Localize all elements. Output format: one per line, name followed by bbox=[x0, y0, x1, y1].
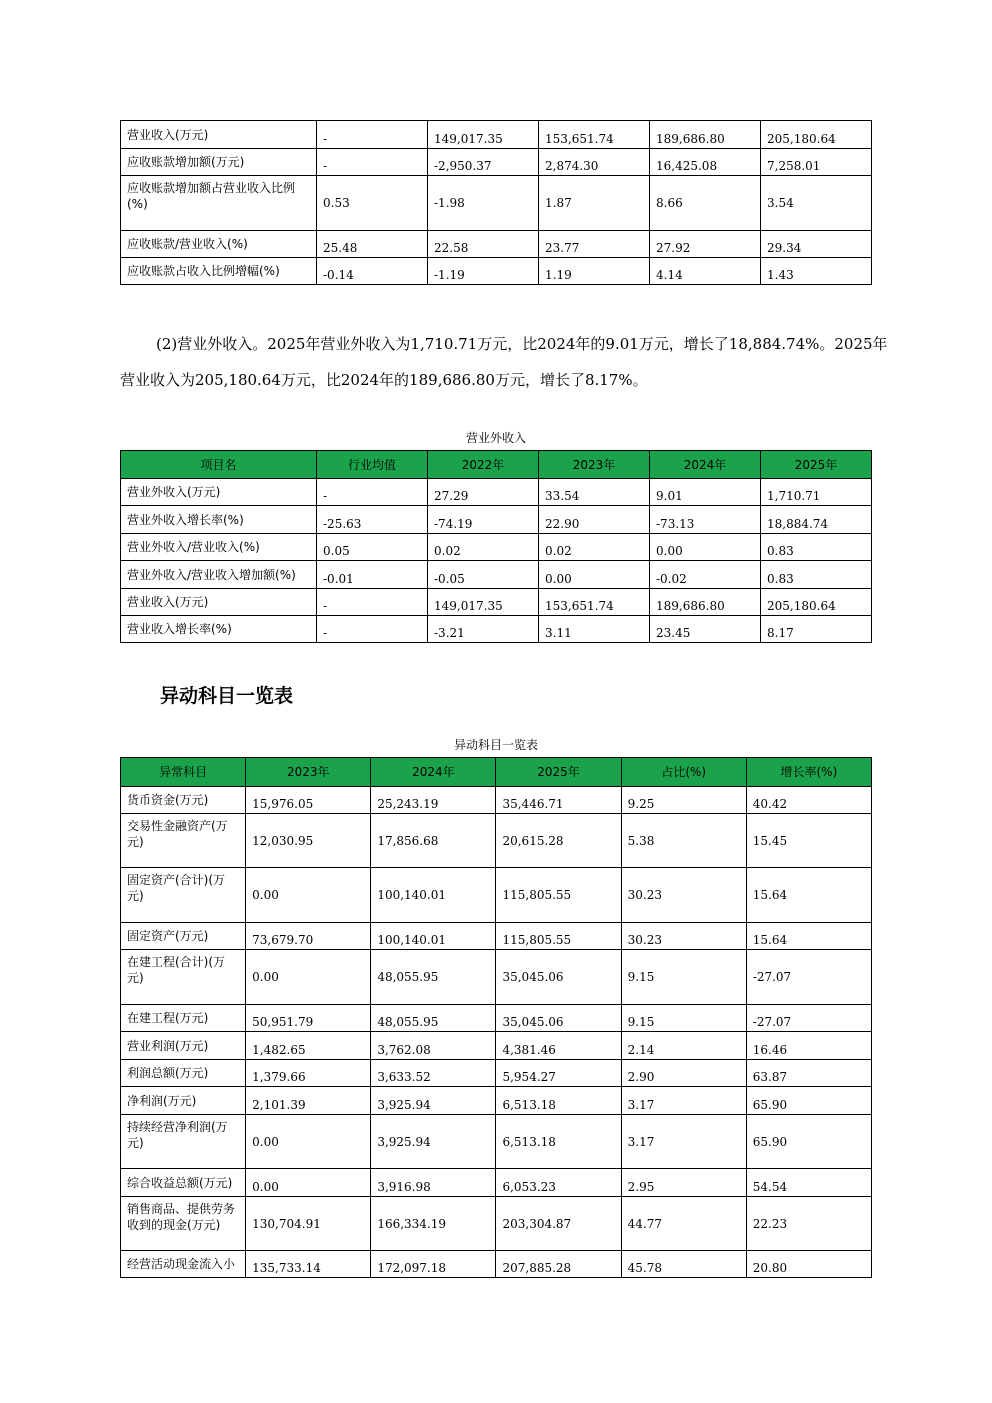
table-cell: 3,633.52 bbox=[371, 1060, 496, 1087]
table-cell: 0.02 bbox=[428, 534, 539, 561]
table-cell: 35,045.06 bbox=[496, 1005, 621, 1032]
table-cell: 130,704.91 bbox=[246, 1197, 371, 1251]
table-row bbox=[121, 1005, 872, 1032]
table-cell: 54.54 bbox=[746, 1169, 871, 1197]
table-cell: 3.17 bbox=[621, 1087, 746, 1115]
table-cell: -0.02 bbox=[650, 561, 761, 589]
column-header: 2023年 bbox=[539, 451, 650, 479]
table-cell: 9.15 bbox=[621, 950, 746, 1005]
table-cell: 205,180.64 bbox=[761, 121, 872, 149]
table-cell: 0.00 bbox=[650, 534, 761, 561]
table-cell: -27.07 bbox=[746, 1005, 871, 1032]
column-header: 2022年 bbox=[428, 451, 539, 479]
table-header-row bbox=[121, 451, 872, 479]
table-cell: 2.95 bbox=[621, 1169, 746, 1197]
column-header: 异常科目 bbox=[121, 758, 246, 787]
table-cell: 35,045.06 bbox=[496, 950, 621, 1005]
table-cell: 3,925.94 bbox=[371, 1115, 496, 1169]
table-cell: 0.83 bbox=[761, 534, 872, 561]
table-cell: 207,885.28 bbox=[496, 1251, 621, 1278]
table-cell: 0.00 bbox=[539, 561, 650, 589]
table-cell: 149,017.35 bbox=[428, 589, 539, 616]
table-cell: 166,334.19 bbox=[371, 1197, 496, 1251]
table-cell: 2,101.39 bbox=[246, 1087, 371, 1115]
table-cell: - bbox=[317, 121, 428, 149]
table-cell: 12,030.95 bbox=[246, 814, 371, 868]
row-label: 营业收入(万元) bbox=[121, 589, 317, 616]
table-cell: 25.48 bbox=[317, 231, 428, 258]
table-cell: -0.14 bbox=[317, 258, 428, 285]
table-cell: 8.66 bbox=[650, 176, 761, 231]
table-cell: -74.19 bbox=[428, 506, 539, 534]
table-cell: 5,954.27 bbox=[496, 1060, 621, 1087]
row-label: 应收账款占收入比例增幅(%) bbox=[121, 258, 317, 285]
table-row bbox=[121, 149, 872, 176]
row-label: 持续经营净利润(万元) bbox=[121, 1115, 246, 1169]
table-cell: 9.15 bbox=[621, 1005, 746, 1032]
table-cell: 23.77 bbox=[539, 231, 650, 258]
non-operating-income-table bbox=[120, 450, 872, 643]
table-cell: 40.42 bbox=[746, 787, 871, 814]
table-cell: 189,686.80 bbox=[650, 121, 761, 149]
table-cell: 1,379.66 bbox=[246, 1060, 371, 1087]
table-cell: -25.63 bbox=[317, 506, 428, 534]
table-cell: -27.07 bbox=[746, 950, 871, 1005]
table-row bbox=[121, 176, 872, 231]
table-row bbox=[121, 814, 872, 868]
table-row bbox=[121, 231, 872, 258]
abnormal-items-table bbox=[120, 757, 872, 1278]
table-cell: 20.80 bbox=[746, 1251, 871, 1278]
table-cell: -1.19 bbox=[428, 258, 539, 285]
table-caption: 营业外收入 bbox=[465, 431, 526, 445]
table-cell: 0.02 bbox=[539, 534, 650, 561]
table-cell: 3,925.94 bbox=[371, 1087, 496, 1115]
table-cell: 30.23 bbox=[621, 923, 746, 950]
table-cell: 0.83 bbox=[761, 561, 872, 589]
row-label: 营业收入增长率(%) bbox=[121, 616, 317, 643]
table-row bbox=[121, 1169, 872, 1197]
table-cell: 0.00 bbox=[246, 1169, 371, 1197]
table-cell: 16.46 bbox=[746, 1032, 871, 1060]
table-cell: - bbox=[317, 616, 428, 643]
table-cell: 172,097.18 bbox=[371, 1251, 496, 1278]
table-cell: 27.29 bbox=[428, 479, 539, 506]
table-row bbox=[121, 121, 872, 149]
table-row bbox=[121, 506, 872, 534]
table-cell: 189,686.80 bbox=[650, 589, 761, 616]
table-cell: 3,916.98 bbox=[371, 1169, 496, 1197]
table-row bbox=[121, 1087, 872, 1115]
table-cell: 23.45 bbox=[650, 616, 761, 643]
table-cell: 15.64 bbox=[746, 923, 871, 950]
table-cell: 1.43 bbox=[761, 258, 872, 285]
table-cell: 153,651.74 bbox=[539, 121, 650, 149]
column-header: 2025年 bbox=[496, 758, 621, 787]
table-cell: 8.17 bbox=[761, 616, 872, 643]
table-cell: 73,679.70 bbox=[246, 923, 371, 950]
table-cell: 100,140.01 bbox=[371, 868, 496, 923]
column-header: 增长率(%) bbox=[746, 758, 871, 787]
table-cell: -73.13 bbox=[650, 506, 761, 534]
table-cell: 22.58 bbox=[428, 231, 539, 258]
table-cell: 3.54 bbox=[761, 176, 872, 231]
table-cell: 45.78 bbox=[621, 1251, 746, 1278]
table-cell: 48,055.95 bbox=[371, 950, 496, 1005]
row-label: 营业外收入增长率(%) bbox=[121, 506, 317, 534]
table-row bbox=[121, 1115, 872, 1169]
table-cell: 16,425.08 bbox=[650, 149, 761, 176]
table-cell: -0.05 bbox=[428, 561, 539, 589]
table-cell: 1.87 bbox=[539, 176, 650, 231]
table-cell: 0.53 bbox=[317, 176, 428, 231]
column-header: 2024年 bbox=[650, 451, 761, 479]
section-heading: 异动科目一览表 bbox=[160, 685, 294, 707]
column-header: 2025年 bbox=[761, 451, 872, 479]
table-cell: -0.01 bbox=[317, 561, 428, 589]
table-cell: 203,304.87 bbox=[496, 1197, 621, 1251]
row-label: 销售商品、提供劳务收到的现金(万元) bbox=[121, 1197, 246, 1251]
column-header: 项目名 bbox=[121, 451, 317, 479]
table-cell: 44.77 bbox=[621, 1197, 746, 1251]
row-label: 营业外收入(万元) bbox=[121, 479, 317, 506]
column-header: 2024年 bbox=[371, 758, 496, 787]
row-label: 固定资产(万元) bbox=[121, 923, 246, 950]
table-row bbox=[121, 1032, 872, 1060]
table-cell: 2,874.30 bbox=[539, 149, 650, 176]
column-header: 2023年 bbox=[246, 758, 371, 787]
row-label: 交易性金融资产(万元) bbox=[121, 814, 246, 868]
table-cell: 115,805.55 bbox=[496, 868, 621, 923]
table-row bbox=[121, 479, 872, 506]
table-cell: 35,446.71 bbox=[496, 787, 621, 814]
table-cell: 0.00 bbox=[246, 868, 371, 923]
row-label: 综合收益总额(万元) bbox=[121, 1169, 246, 1197]
table-cell: -2,950.37 bbox=[428, 149, 539, 176]
table-cell: - bbox=[317, 149, 428, 176]
table-cell: 3.11 bbox=[539, 616, 650, 643]
table-row bbox=[121, 561, 872, 589]
row-label: 利润总额(万元) bbox=[121, 1060, 246, 1087]
table-cell: -3.21 bbox=[428, 616, 539, 643]
table-row bbox=[121, 616, 872, 643]
table-row bbox=[121, 787, 872, 814]
table-cell: 1,710.71 bbox=[761, 479, 872, 506]
table-cell: 33.54 bbox=[539, 479, 650, 506]
table-cell: 4.14 bbox=[650, 258, 761, 285]
row-label: 营业外收入/营业收入增加额(%) bbox=[121, 561, 317, 589]
table-cell: -1.98 bbox=[428, 176, 539, 231]
table-row bbox=[121, 868, 872, 923]
table-cell: 6,513.18 bbox=[496, 1115, 621, 1169]
table-row bbox=[121, 258, 872, 285]
table-cell: 3.17 bbox=[621, 1115, 746, 1169]
table-row bbox=[121, 589, 872, 616]
row-label: 营业收入(万元) bbox=[121, 121, 317, 149]
table-cell: 20,615.28 bbox=[496, 814, 621, 868]
row-label: 在建工程(合计)(万元) bbox=[121, 950, 246, 1005]
row-label: 应收账款/营业收入(%) bbox=[121, 231, 317, 258]
row-label: 营业利润(万元) bbox=[121, 1032, 246, 1060]
table-cell: 29.34 bbox=[761, 231, 872, 258]
table-cell: 0.05 bbox=[317, 534, 428, 561]
table-header-row bbox=[121, 758, 872, 787]
receivables-table bbox=[120, 120, 872, 285]
table-cell: 48,055.95 bbox=[371, 1005, 496, 1032]
body-paragraph: (2)营业外收入。2025年营业外收入为1,710.71万元，比2024年的9.01万元，增长了18,884.74%。2025年营业收入为205,180.64万元，比2024年的189,686.80万元，增长了8.17%。 bbox=[120, 335, 888, 389]
table-cell: 115,805.55 bbox=[496, 923, 621, 950]
table-row bbox=[121, 950, 872, 1005]
table-cell: 18,884.74 bbox=[761, 506, 872, 534]
table-cell: 17,856.68 bbox=[371, 814, 496, 868]
table-cell: 63.87 bbox=[746, 1060, 871, 1087]
table-cell: 65.90 bbox=[746, 1115, 871, 1169]
table-cell: 149,017.35 bbox=[428, 121, 539, 149]
table-cell: 6,053.23 bbox=[496, 1169, 621, 1197]
table-caption: 异动科目一览表 bbox=[453, 738, 538, 752]
table-cell: 6,513.18 bbox=[496, 1087, 621, 1115]
table-row bbox=[121, 923, 872, 950]
table-cell: 9.01 bbox=[650, 479, 761, 506]
table-cell: 30.23 bbox=[621, 868, 746, 923]
table-cell: 0.00 bbox=[246, 950, 371, 1005]
table-cell: 7,258.01 bbox=[761, 149, 872, 176]
column-header: 占比(%) bbox=[621, 758, 746, 787]
row-label: 经营活动现金流入小 bbox=[121, 1251, 246, 1278]
row-label: 应收账款增加额占营业收入比例(%) bbox=[121, 176, 317, 231]
table-cell: 15.45 bbox=[746, 814, 871, 868]
table-cell: 15.64 bbox=[746, 868, 871, 923]
table-cell: 100,140.01 bbox=[371, 923, 496, 950]
table-cell: 205,180.64 bbox=[761, 589, 872, 616]
table-cell: 153,651.74 bbox=[539, 589, 650, 616]
table-cell: 22.90 bbox=[539, 506, 650, 534]
table-cell: 4,381.46 bbox=[496, 1032, 621, 1060]
table-cell: - bbox=[317, 479, 428, 506]
row-label: 固定资产(合计)(万元) bbox=[121, 868, 246, 923]
table-cell: 3,762.08 bbox=[371, 1032, 496, 1060]
table-cell: 22.23 bbox=[746, 1197, 871, 1251]
table-cell: 135,733.14 bbox=[246, 1251, 371, 1278]
table-row bbox=[121, 1060, 872, 1087]
table-cell: 0.00 bbox=[246, 1115, 371, 1169]
table-row bbox=[121, 1251, 872, 1278]
table-cell: 2.14 bbox=[621, 1032, 746, 1060]
row-label: 应收账款增加额(万元) bbox=[121, 149, 317, 176]
table-cell: 2.90 bbox=[621, 1060, 746, 1087]
table-cell: 1,482.65 bbox=[246, 1032, 371, 1060]
table-cell: 1.19 bbox=[539, 258, 650, 285]
row-label: 营业外收入/营业收入(%) bbox=[121, 534, 317, 561]
table-cell: 27.92 bbox=[650, 231, 761, 258]
table-row bbox=[121, 534, 872, 561]
table-cell: 9.25 bbox=[621, 787, 746, 814]
table-cell: 25,243.19 bbox=[371, 787, 496, 814]
table-cell: 65.90 bbox=[746, 1087, 871, 1115]
table-row bbox=[121, 1197, 872, 1251]
row-label: 净利润(万元) bbox=[121, 1087, 246, 1115]
table-cell: 5.38 bbox=[621, 814, 746, 868]
table-cell: 50,951.79 bbox=[246, 1005, 371, 1032]
row-label: 货币资金(万元) bbox=[121, 787, 246, 814]
table-cell: - bbox=[317, 589, 428, 616]
table-cell: 15,976.05 bbox=[246, 787, 371, 814]
row-label: 在建工程(万元) bbox=[121, 1005, 246, 1032]
column-header: 行业均值 bbox=[317, 451, 428, 479]
